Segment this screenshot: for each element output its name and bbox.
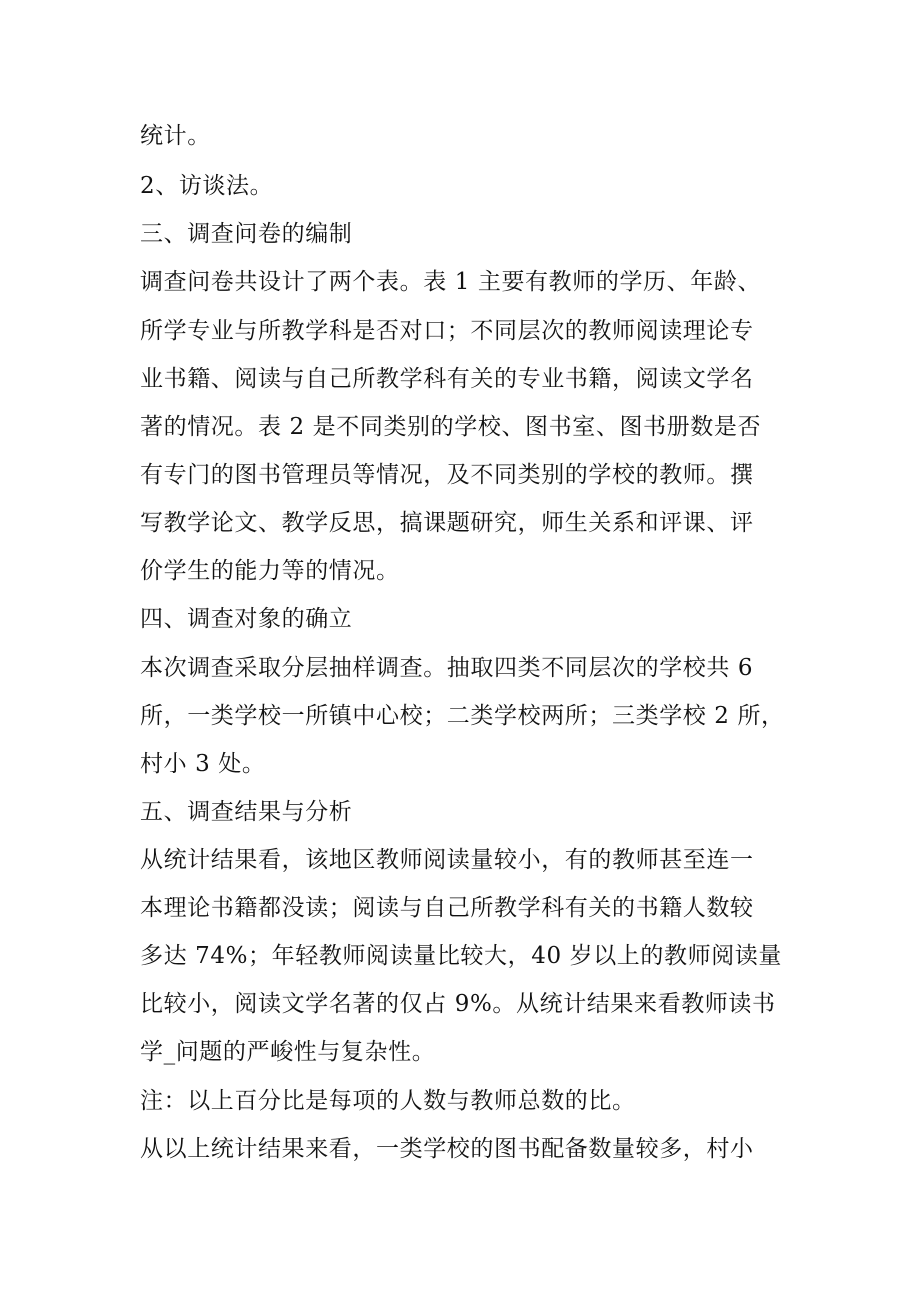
section-heading: 五、调查结果与分析: [140, 799, 353, 825]
text-line: 价学生的能力等的情况。: [140, 558, 400, 584]
text-line: 本次调查采取分层抽样调查。抽取四类不同层次的学校共 6: [140, 655, 754, 681]
text-line: 村小 3 处。: [140, 751, 266, 777]
text-line: 2、访谈法。: [140, 173, 274, 199]
text-line: 著的情况。表 2 是不同类别的学校、图书室、图书册数是否: [140, 414, 762, 440]
text-line: 从以上统计结果来看，一类学校的图书配备数量较多，村小: [140, 1136, 754, 1162]
text-line: 调查问卷共设计了两个表。表 1 主要有教师的学历、年龄、: [140, 269, 762, 295]
text-line: 多达 74%；年轻教师阅读量比较大，40 岁以上的教师阅读量: [140, 943, 783, 969]
text-line: 有专门的图书管理员等情况，及不同类别的学校的教师。撰: [140, 462, 754, 488]
note-line: 注：以上百分比是每项的人数与教师总数的比。: [140, 1088, 636, 1114]
text-line: 所学专业与所教学科是否对口；不同层次的教师阅读理论专: [140, 318, 754, 344]
text-line: 学_问题的严峻性与复杂性。: [140, 1039, 436, 1065]
text-line: 业书籍、阅读与自己所教学科有关的专业书籍，阅读文学名: [140, 366, 754, 392]
text-line: 所，一类学校一所镇中心校；二类学校两所；三类学校 2 所，: [140, 703, 785, 729]
text-line: 从统计结果看，该地区教师阅读量较小，有的教师甚至连一: [140, 847, 754, 873]
text-line: 本理论书籍都没读；阅读与自己所教学科有关的书籍人数较: [140, 895, 754, 921]
text-line: 比较小，阅读文学名著的仅占 9%。从统计结果来看教师读书: [140, 991, 776, 1017]
text-line: 写教学论文、教学反思，搞课题研究，师生关系和评课、评: [140, 510, 754, 536]
section-heading: 三、调查问卷的编制: [140, 221, 353, 247]
text-line: 统计。: [140, 123, 211, 149]
section-heading: 四、调查对象的确立: [140, 606, 353, 632]
